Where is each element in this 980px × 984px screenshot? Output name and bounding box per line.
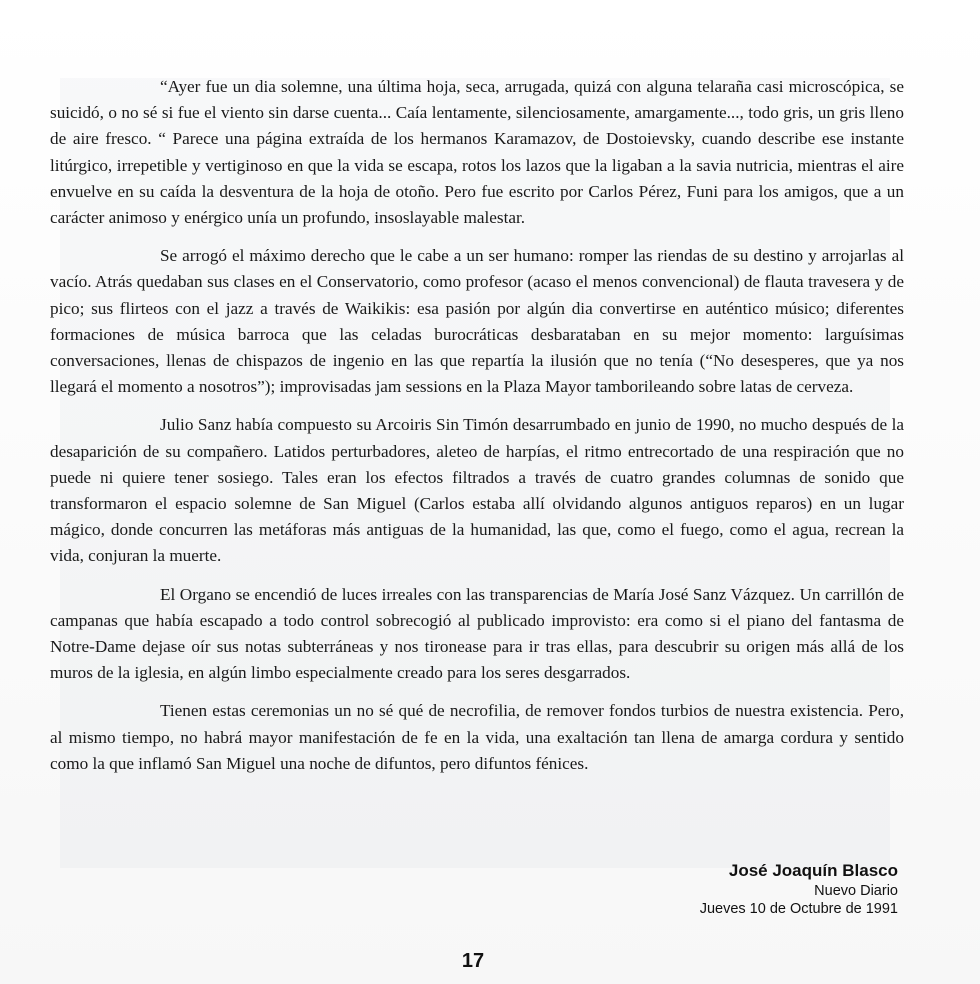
author-name: José Joaquín Blasco bbox=[728, 861, 898, 880]
publication-date: Jueves 10 de Octubre de 1991 bbox=[699, 901, 898, 917]
paragraph-4: El Organo se encendió de luces irreales con las transparencias de María José Sanz Vázquez. Un carrillón de campanas que había escapado a todo control sobrecogió al publicado improvisto: era como si el piano del fantasma de Notre-Dame dejase oír sus notas subterráneas y nos tironease para ir tras ellas, para descubrir su origen más allá de los muros de la iglesia, en algún limbo especialmente creado para los seres desgarrados. bbox=[50, 584, 904, 683]
article-body bbox=[50, 74, 904, 789]
publication-name: Nuevo Diario bbox=[814, 883, 898, 899]
paragraph-3: Julio Sanz había compuesto su Arcoiris Sin Timón desarrumbado en junio de 1990, no mucho después de la desaparición de su compañero. Latidos perturbadores, aleteo de harpías, el ritmo entrecortado de una respiración que no puede ni quiere tener sosiego. Tales eran los efectos filtrados a través de cuatro grandes columnas de sonido que transformaron el espacio solemne de San Miguel (Carlos estaba allí olvidando algunos antiguos reparos) en un lugar mágico, donde concurren las metáforas más antiguas de la humanidad, las que, como el fuego, como el agua, recrean la vida, conjuran la muerte. bbox=[50, 415, 904, 566]
paragraph-1: “Ayer fue un dia solemne, una última hoja, seca, arrugada, quizá con alguna telaraña casi microscópica, se suicidó, o no sé si fue el viento sin darse cuenta... Caía lentamente, silenciosamente, amargamente..., todo gris, un gris lleno de aire fresco. “ Parece una página extraída de los hermanos Karamazov, de Dostoievsky, cuando describe ese instante litúrgico, irrepetible y vertiginoso en que la vida se escapa, rotos los lazos que la ligaban a la savia nutricia, mientras el aire envuelve en su caída la desventura de la hoja de otoño. Pero fue escrito por Carlos Pérez, Funi para los amigos, que a un carácter animoso y enérgico unía un profundo, insoslayable malestar. bbox=[50, 77, 904, 228]
paragraph-5: Tienen estas ceremonias un no sé qué de necrofilia, de remover fondos turbios de nuestra existencia. Pero, al mismo tiempo, no habrá mayor manifestación de fe en la vida, una exaltación tan llena de amarga cordura y sentido como la que inflamó San Miguel una noche de difuntos, pero difuntos fénices. bbox=[50, 701, 904, 773]
paragraph-2: Se arrogó el máximo derecho que le cabe a un ser humano: romper las riendas de su destino y arrojarlas al vacío. Atrás quedaban sus clases en el Conservatorio, como profesor (acaso el menos convencional) de flauta travesera y de pico; sus flirteos con el jazz a través de Waikikis: esa pasión por algún dia convertirse en auténtico músico; diferentes formaciones de música barroca que las celadas burocráticas desbarataban en su mejor momento: larguísimas conversaciones, llenas de chispazos de ingenio en las que repartía la ilusión que no tenía (“No desesperes, que ya nos llegará el momento a nosotros”); improvisadas jam sessions en la Plaza Mayor tamborileando sobre latas de cerveza. bbox=[50, 246, 904, 397]
signature-block bbox=[700, 860, 898, 918]
page-number: 17 bbox=[461, 950, 485, 972]
